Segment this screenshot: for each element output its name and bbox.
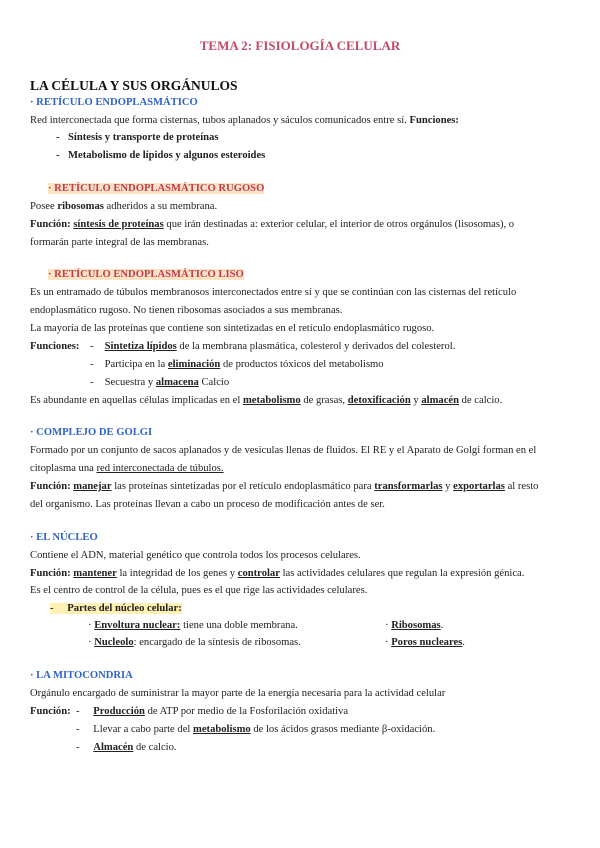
golgi-desc-1: Formado por un conjunto de sacos aplanados y de vesículas llenas de fluidos. El RE y el Aparato de Golgi forman en el [30, 445, 537, 456]
nucleo-part-4: · Poros nucleares. [385, 637, 465, 648]
rer-line-1: Posee ribosomas adheridos a su membrana. [30, 201, 218, 212]
golgi-heading: · COMPLEJO DE GOLGI [30, 427, 153, 438]
golgi-function: Función: manejar las proteínas sintetizadas por el retículo endoplasmático para transformarlas y exportarlas al resto [30, 481, 539, 492]
rel-desc-1: Es un entramado de túbulos membranosos interconectados entre sí y que se continúan con las cisternas del retículo [30, 287, 517, 298]
rel-desc-2: endoplasmático rugoso. No tienen ribosomas asociados a sus membranas. [30, 305, 343, 316]
mito-item-2: - Llevar a cabo parte del metabolismo de los ácidos grasos mediante β-oxidación. [76, 724, 436, 735]
re-item-2: - Metabolismo de lípidos y algunos esteroides [56, 150, 266, 161]
rer-function-cont: formarán parte integral de las membranas. [30, 237, 209, 248]
nucleo-part-1: · Envoltura nuclear: tiene una doble membrana. [88, 620, 298, 631]
rel-heading: · RETÍCULO ENDOPLASMÁTICO LISO [48, 269, 244, 280]
rer-function: Función: síntesis de proteínas que irán destinadas a: exterior celular, el interior de otros orgánulos (lisosomas), o [30, 219, 515, 230]
nucleo-desc-2: Es el centro de control de la célula, pues es el que rige las actividades celulares. [30, 585, 368, 596]
rel-item-3: - Secuestra y almacena Calcio [90, 377, 230, 388]
nucleo-function: Función: mantener la integridad de los genes y controlar las actividades celulares que regulan la expresión génica. [30, 568, 525, 579]
mito-function-label: Función: [30, 706, 71, 717]
nucleo-desc-1: Contiene el ADN, material genético que controla todos los procesos celulares. [30, 550, 361, 561]
main-heading: LA CÉLULA Y SUS ORGÁNULOS [30, 78, 238, 93]
rer-heading: · RETÍCULO ENDOPLASMÁTICO RUGOSO [48, 183, 265, 194]
nucleo-part-3: · Nucleolo: encargado de la síntesis de ribosomas. [88, 637, 301, 648]
mito-heading: · LA MITOCONDRIA [30, 670, 133, 681]
rel-item-1: - Sintetiza lípidos de la membrana plasmática, colesterol y derivados del colesterol. [90, 341, 456, 352]
mito-item-3: - Almacén de calcio. [76, 742, 177, 753]
rel-item-2: - Participa en la eliminación de productos tóxicos del metabolismo [90, 359, 384, 370]
nucleo-part-2: · Ribosomas. [385, 620, 444, 631]
re-heading: · RETÍCULO ENDOPLASMÁTICO [30, 97, 198, 108]
re-item-1: - Síntesis y transporte de proteínas [56, 132, 219, 143]
mito-item-1: - Producción de ATP por medio de la Fosforilación oxidativa [76, 706, 349, 717]
mito-desc: Orgánulo encargado de suministrar la mayor parte de la energía necesaria para la actividad celular [30, 688, 446, 699]
nucleo-parts-label: - Partes del núcleo celular: [50, 603, 182, 614]
nucleo-heading: · EL NÚCLEO [30, 532, 98, 543]
rel-desc-3: La mayoría de las proteínas que contiene son sintetizadas en el retículo endoplasmático rugoso. [30, 323, 435, 334]
rel-abundance: Es abundante en aquellas células implicadas en el metabolismo de grasas, detoxificación y almacén de calcio. [30, 395, 503, 406]
golgi-function-cont: del organismo. Las proteínas llevan a cabo un proceso de modificación antes de ser. [30, 499, 385, 510]
re-description: Red interconectada que forma cisternas, tubos aplanados y sáculos comunicados entre sí. Funciones: [30, 115, 459, 126]
page-title: TEMA 2: FISIOLOGÍA CELULAR [199, 38, 401, 53]
golgi-desc-2: citoplasma una red interconectada de túbulos. [30, 463, 224, 474]
rel-functions-label: Funciones: [30, 341, 80, 352]
